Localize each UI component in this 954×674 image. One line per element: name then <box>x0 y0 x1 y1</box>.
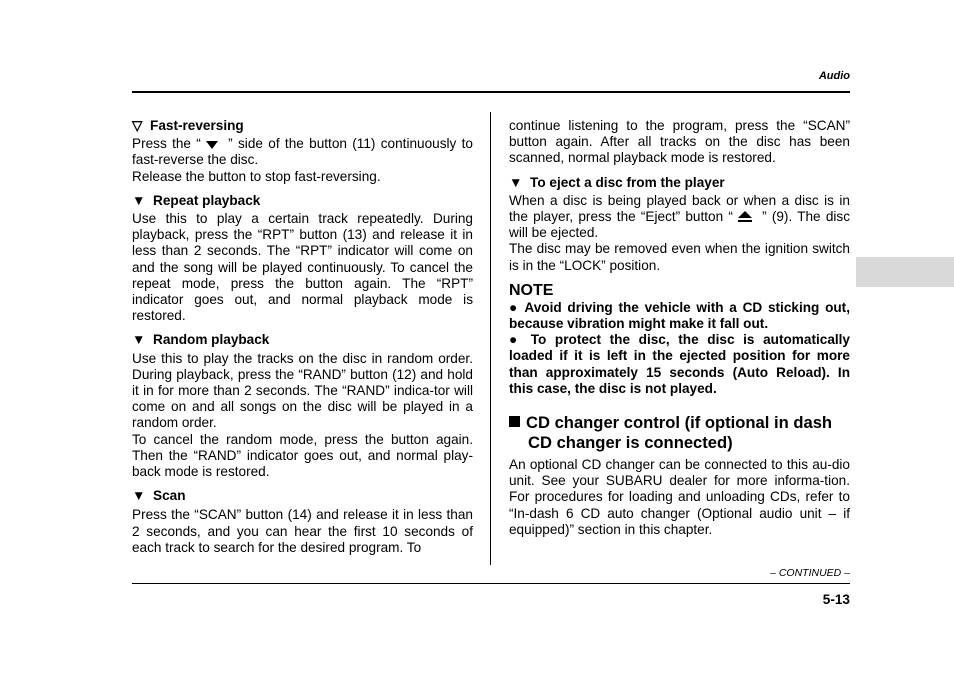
note-item: ● To protect the disc, the disc is automatically loaded if it is left in the ejected position for more than approximately 15 seconds (Auto Reload). In this case, the disc is not played. <box>509 332 850 396</box>
chapter-tab <box>856 257 954 287</box>
fast-reversing-text <box>132 136 473 168</box>
cd-changer-title-line2: CD changer is connected) <box>528 433 733 453</box>
random-playback-heading <box>132 332 473 348</box>
eject-icon <box>737 210 753 223</box>
triangle-marker: ▼ <box>132 192 146 208</box>
eject-text-end: ” (9). The disc will be ejected. <box>509 209 850 241</box>
eject-ignition-text: The disc may be removed even when the ignition switch is in the “LOCK” position. <box>509 241 850 273</box>
note-heading: NOTE <box>509 281 554 299</box>
eject-text <box>509 193 850 242</box>
fast-reversing-heading <box>132 118 473 134</box>
continued-label: – CONTINUED – <box>770 567 850 579</box>
right-column <box>509 118 850 538</box>
eject-heading <box>509 175 850 191</box>
repeat-playback-title: Repeat playback <box>153 192 261 208</box>
note-item: ● Avoid driving the vehicle with a CD sticking out, because vibration might make it fall out. <box>509 299 850 332</box>
scan-text: Press the “SCAN” button (14) and release it in less than 2 seconds, and you can hear the first 10 seconds of each track to search for the desired program. To <box>132 507 473 555</box>
scan-continued-text: continue listening to the program, press the “SCAN” button again. After all tracks on the disc has been scanned, normal playback mode is restored. <box>509 118 850 166</box>
cd-changer-title-line1: CD changer control (if optional in dash <box>526 413 833 433</box>
triangle-marker: ▼ <box>132 332 146 348</box>
repeat-playback-heading <box>132 193 473 209</box>
eject-text-start: When a disc is being played back or when a disc is in the player, press the “Eject” button “ <box>509 192 850 225</box>
column-divider <box>490 112 491 565</box>
cd-changer-text: An optional CD changer can be connected to this au-dio unit. See your SUBARU dealer for more informa-tion. For procedures for loading and unloading CDs, refer to “In-dash 6 CD auto changer (Optional audio unit – if equipped)” section in this chapter. <box>509 457 850 537</box>
cd-changer-heading <box>509 413 850 453</box>
hollow-triangle-marker: ▽ <box>132 118 143 133</box>
repeat-playback-text: Use this to play a certain track repeatedly. During playback, press the “RPT” button (13) and release it in less than 2 seconds. The “RPT” indicator will come on and the song will be played continuously. To cancel the repeat mode, press the button again. The “RPT” indicator goes out, and normal playback mode is restored. <box>132 211 473 324</box>
top-rule <box>132 91 850 93</box>
square-bullet-icon <box>509 416 520 427</box>
scan-title: Scan <box>153 488 186 504</box>
fast-reversing-release: Release the button to stop fast-reversing. <box>132 168 381 184</box>
scan-heading <box>132 488 473 504</box>
eject-title: To eject a disc from the player <box>530 174 725 190</box>
down-triangle-icon <box>205 140 219 150</box>
page-number: 5-13 <box>822 592 850 607</box>
random-playback-title: Random playback <box>153 332 270 348</box>
fast-rev-text-start: Press the “ <box>132 136 201 152</box>
triangle-marker: ▼ <box>509 174 523 190</box>
random-playback-text: Use this to play the tracks on the disc in random order. During playback, press the “RAND” button (12) and hold it in for more than 2 seconds. The “RAND” indica-tor will come on and all songs on the disc will be played in a random order. <box>132 350 473 431</box>
section-header: Audio <box>818 70 850 82</box>
left-column <box>132 118 473 556</box>
random-playback-cancel: To cancel the random mode, press the button again. Then the “RAND” indicator goes out, and normal play-back mode is restored. <box>132 431 473 480</box>
triangle-marker: ▼ <box>132 488 146 504</box>
note-block <box>509 300 850 397</box>
bottom-rule <box>132 583 850 584</box>
fast-rev-text-end: ” side of the button (11) continuously to fast-reverse the disc. <box>132 136 473 168</box>
fast-reversing-title: Fast-reversing <box>150 118 244 133</box>
